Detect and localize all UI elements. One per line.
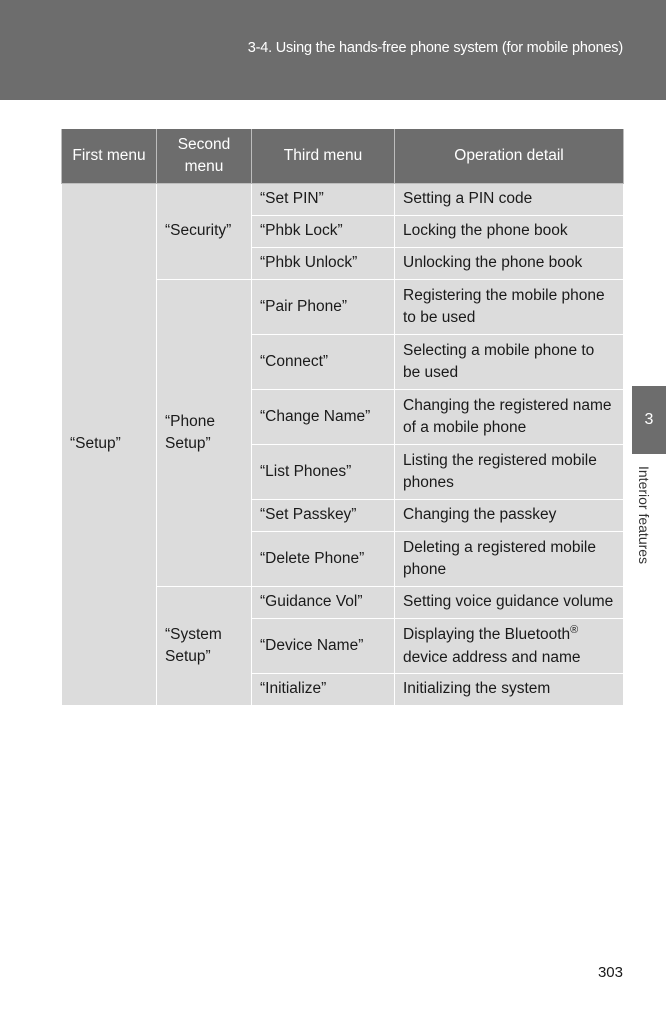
- chapter-header: [0, 0, 666, 100]
- first-menu-cell: “Setup”: [62, 184, 157, 706]
- table-row: [62, 184, 624, 216]
- third-menu-cell: “Change Name”: [252, 390, 395, 445]
- third-menu-cell: “Connect”: [252, 335, 395, 390]
- detail-cell: Setting voice guidance volume: [395, 587, 624, 619]
- header-second-menu: Second menu: [157, 129, 252, 184]
- chapter-number: 3: [644, 411, 654, 428]
- detail-cell: Changing the passkey: [395, 500, 624, 532]
- third-menu-cell: “Phbk Unlock”: [252, 248, 395, 280]
- chapter-title: 3-4. Using the hands-free phone system (for mobile phones): [247, 40, 623, 56]
- third-menu-cell: “Pair Phone”: [252, 280, 395, 335]
- detail-cell: Locking the phone book: [395, 216, 624, 248]
- third-menu-cell: “List Phones”: [252, 445, 395, 500]
- detail-text: Displaying the Bluetooth: [403, 626, 571, 644]
- detail-text-tail: device address and name: [403, 648, 581, 666]
- chapter-side-label: Interior features: [636, 466, 652, 565]
- header-operation-detail: Operation detail: [395, 129, 624, 184]
- detail-cell: Listing the registered mobile phones: [395, 445, 624, 500]
- detail-cell: [395, 619, 624, 674]
- detail-cell: Initializing the system: [395, 674, 624, 706]
- third-menu-cell: “Device Name”: [252, 619, 395, 674]
- menu-table: [61, 129, 624, 706]
- chapter-tab: [632, 386, 666, 454]
- header-first-menu: First menu: [62, 129, 157, 184]
- detail-cell: Setting a PIN code: [395, 184, 624, 216]
- detail-cell: Changing the registered name of a mobile phone: [395, 390, 624, 445]
- second-menu-cell: “Security”: [157, 184, 252, 280]
- detail-cell: Registering the mobile phone to be used: [395, 280, 624, 335]
- third-menu-cell: “Delete Phone”: [252, 532, 395, 587]
- detail-cell: Unlocking the phone book: [395, 248, 624, 280]
- header-third-menu: Third menu: [252, 129, 395, 184]
- table-header-row: [62, 129, 624, 184]
- detail-cell: Selecting a mobile phone to be used: [395, 335, 624, 390]
- page-number: 303: [597, 964, 623, 981]
- registered-mark: ®: [570, 623, 579, 636]
- third-menu-cell: “Guidance Vol”: [252, 587, 395, 619]
- detail-cell: Deleting a registered mobile phone: [395, 532, 624, 587]
- third-menu-cell: “Initialize”: [252, 674, 395, 706]
- second-menu-cell: “System Setup”: [157, 587, 252, 706]
- third-menu-cell: “Set Passkey”: [252, 500, 395, 532]
- third-menu-cell: “Set PIN”: [252, 184, 395, 216]
- second-menu-cell: “Phone Setup”: [157, 280, 252, 587]
- third-menu-cell: “Phbk Lock”: [252, 216, 395, 248]
